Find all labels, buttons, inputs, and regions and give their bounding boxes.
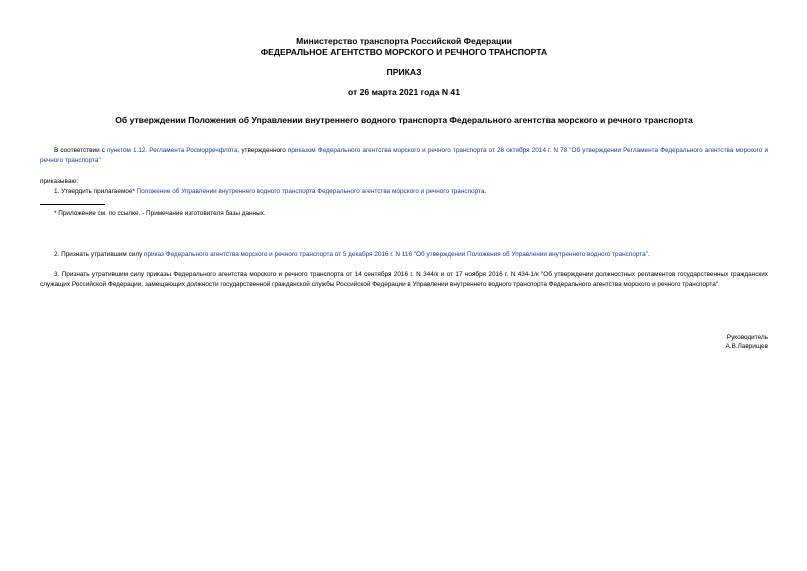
footnote-paragraph — [40, 209, 768, 219]
footnote-divider — [40, 204, 105, 205]
footnote-text: * Приложение см. по ссылке. - Примечание изготовителя базы данных. — [54, 210, 266, 217]
item-1-end: . — [484, 188, 487, 195]
preamble-text-1: В соответствии с — [54, 147, 108, 154]
item-2-end: . — [647, 251, 650, 258]
item-2-paragraph — [40, 250, 768, 260]
preamble-paragraph — [40, 146, 768, 165]
ministry-heading: Министерство транспорта Российской Федерации — [296, 36, 512, 46]
regulation-position-link[interactable]: Положение об Управлении внутреннего водного транспорта Федерального агентства морского и речного транспорта — [136, 188, 485, 195]
order-116-link[interactable]: приказ Федерального агентства морского и речного транспорта от 5 декабря 2016 г. N 116 "Об утверждении Положения об Управлении внутреннего водного транспорта" — [144, 251, 648, 258]
item-1-paragraph — [40, 187, 768, 197]
doc-type-heading: ПРИКАЗ — [386, 67, 422, 77]
item-3-text: 3. Признать утратившим силу приказы Федерального агентства морского и речного транспорта от 14 сентября 2016 г. N 344/к и от 17 ноября 2016 г. N 434-1/к "Об утверждении должностных регламентов государственных гражданских служащих Российской Федерации, замещающих должности государственной гражданской службы Российской Федерации в Управлении внутреннего водного транспорта Федерального агентства морского и речного транспорта". — [40, 271, 768, 288]
document-page — [40, 0, 768, 571]
item-2-text: 2. Признать утратившим силу — [54, 251, 145, 258]
preamble-text-2: , утвержденного — [237, 147, 288, 154]
order-78-link[interactable]: приказом Федерального агентства морского и речного транспорта от 28 октября 2014 г. N 78 "Об утверждении Регламента Федерального агентства морского и речного транспорта" — [40, 147, 769, 164]
regulation-link[interactable]: пунктом 1.12. Регламента Росморречфлота — [107, 147, 238, 154]
item-3-paragraph — [40, 270, 768, 289]
signature-position: Руководитель — [726, 334, 768, 341]
doc-title: Об утверждении Положения об Управлении внутреннего водного транспорта Федерального агентства морского и речного транспорта — [115, 115, 693, 125]
signature-name: А.В.Лаврищев — [725, 343, 768, 350]
agency-heading: ФЕДЕРАЛЬНОЕ АГЕНТСТВО МОРСКОГО И РЕЧНОГО ТРАНСПОРТА — [260, 47, 548, 57]
orders-line: приказываю: — [40, 178, 78, 185]
item-1-text: 1. Утвердить прилагаемое* — [54, 188, 137, 195]
doc-date-heading: от 26 марта 2021 года N 41 — [348, 87, 460, 97]
